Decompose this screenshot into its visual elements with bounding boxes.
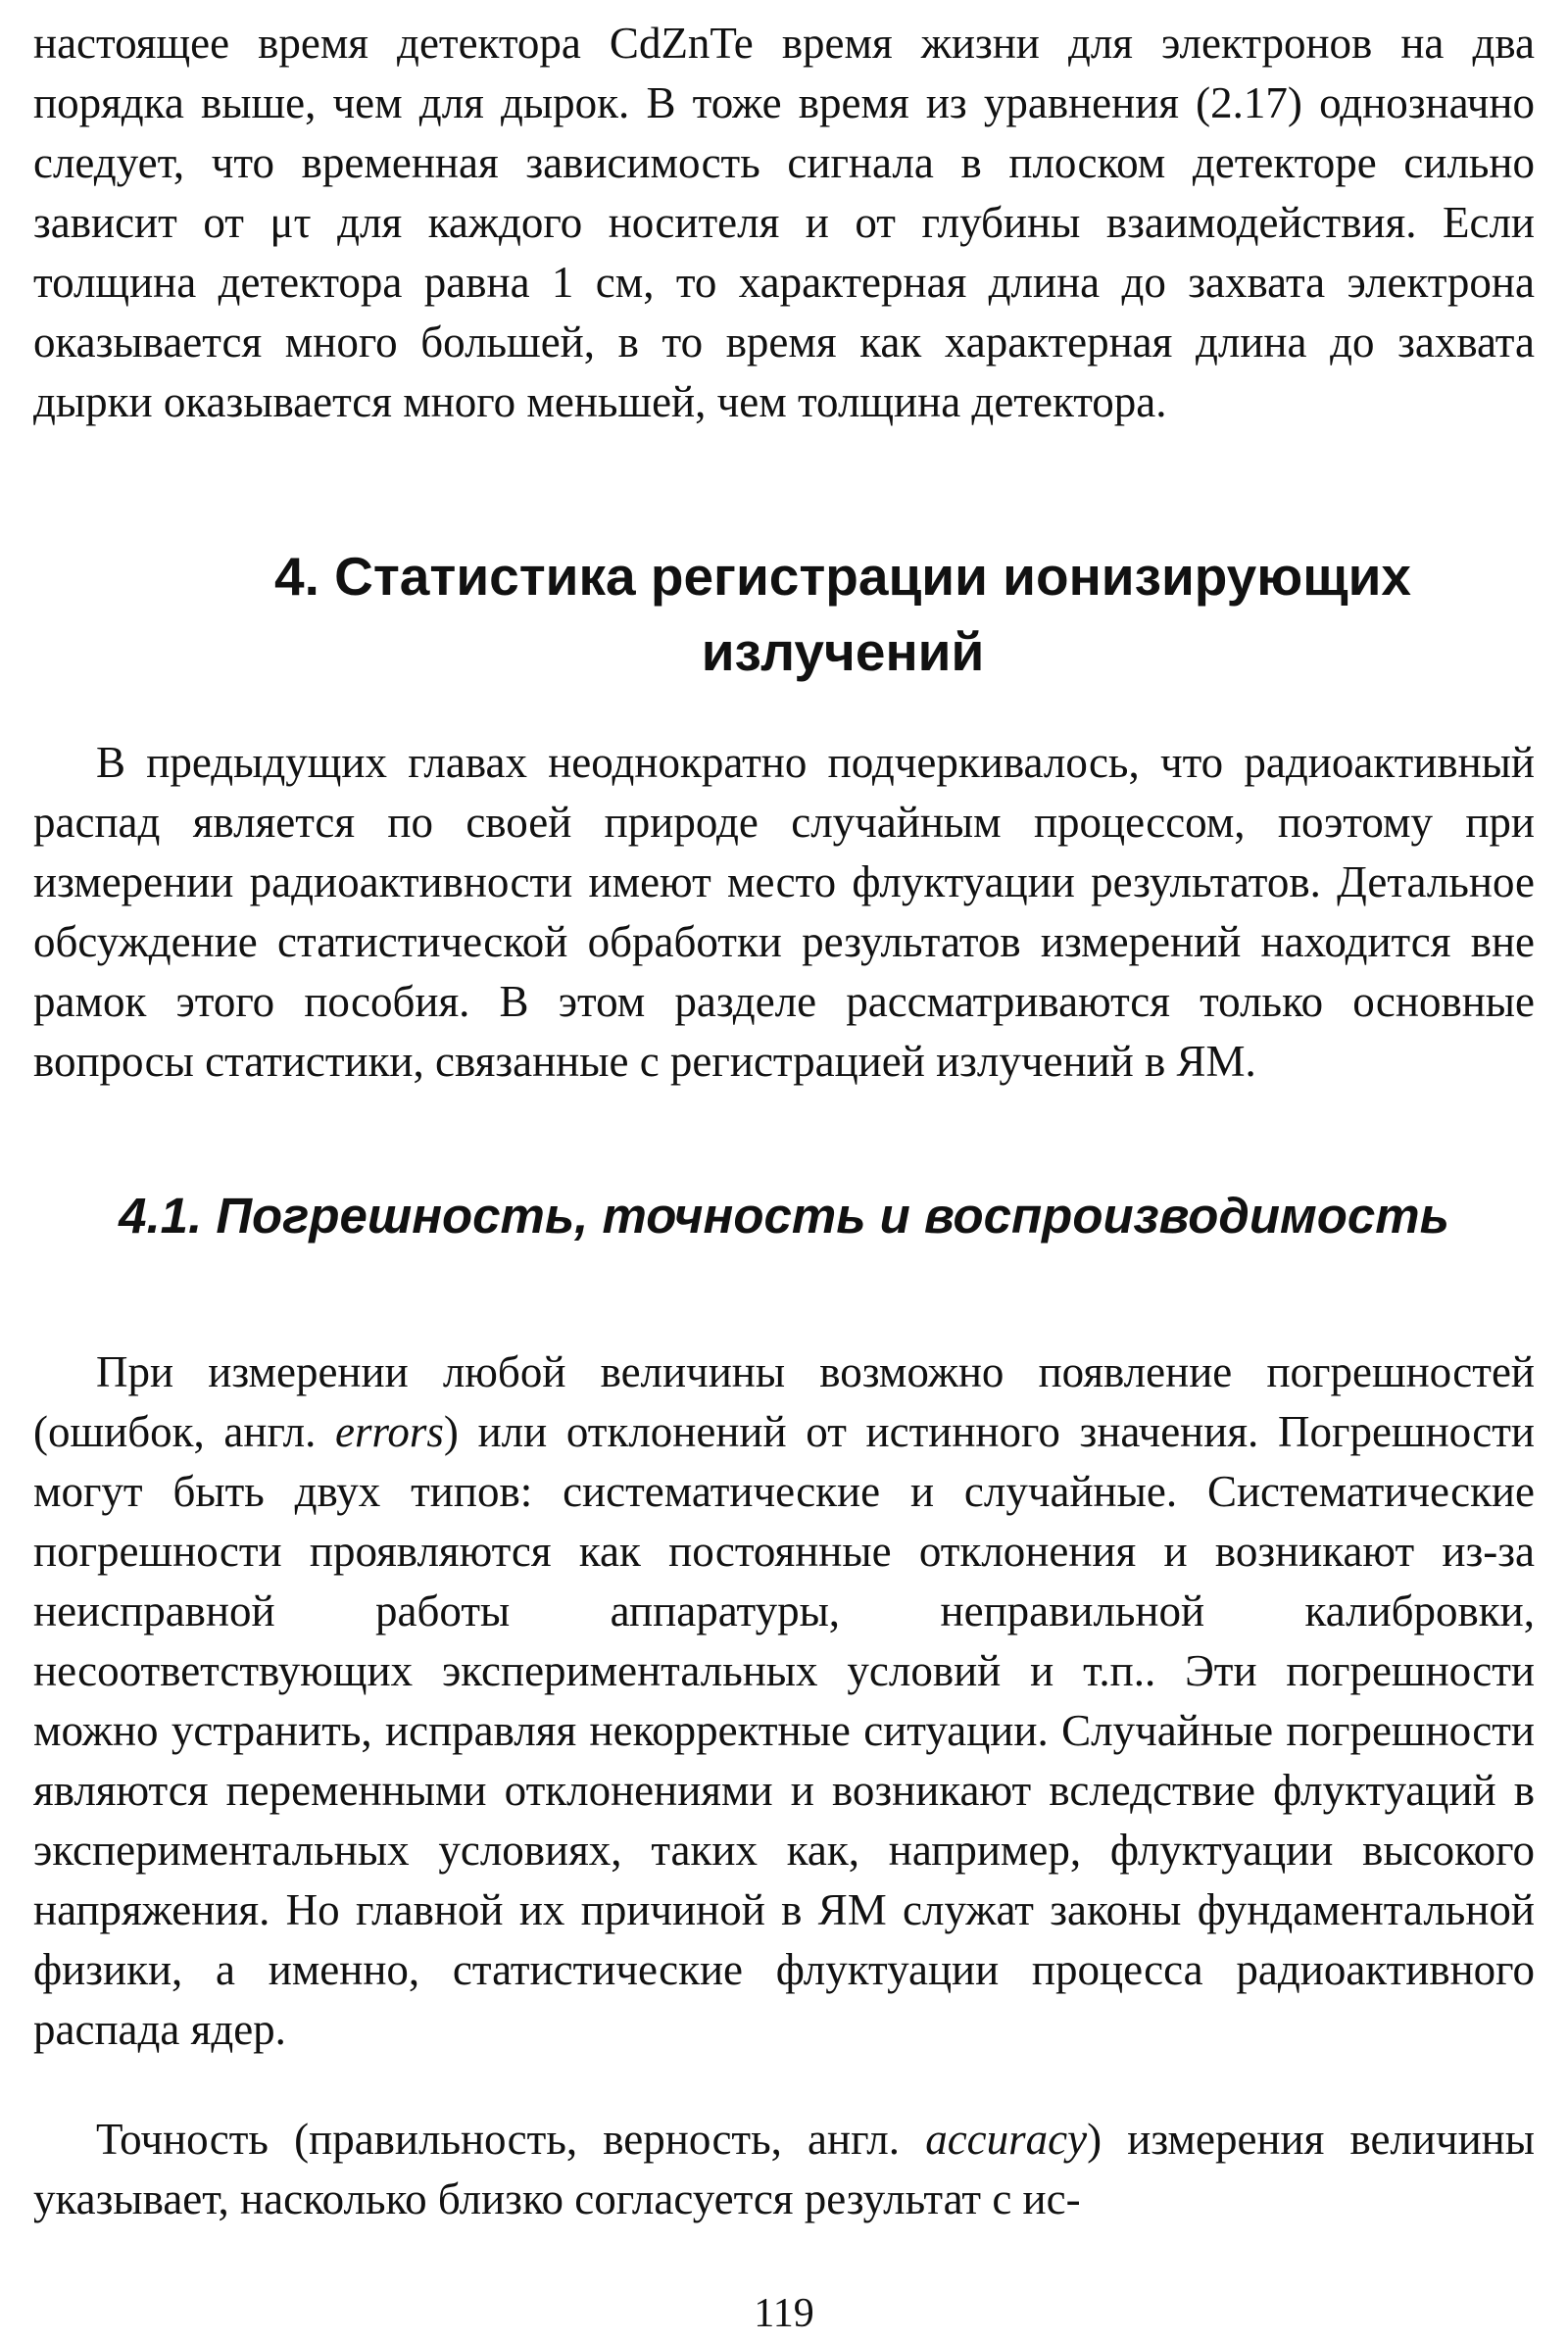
section-paragraph <box>33 1342 1535 2060</box>
page-number: 119 <box>754 2291 814 2336</box>
top-paragraph-block <box>33 14 1535 432</box>
section-paragraph-block <box>33 1342 1535 2060</box>
chapter-intro-paragraph <box>33 733 1535 1092</box>
term-errors: errors <box>335 1407 444 1456</box>
chapter-title: 4. Статистика регистрации ионизирующих излучений <box>273 546 1412 682</box>
chapter-intro-text: В предыдущих главах неоднократно подчеркивалось, что радиоактивный распад является по своей природе случайным процессом, поэтому при измерении радиоактивности имеют место флуктуации результатов. Детальное обсуждение статистической обработки результатов измерений находится вне рамок этого пособия. В этом разделе рассматриваются только основные вопросы статистики, связанные с регистрацией излучений в ЯМ. <box>33 738 1535 1086</box>
section-title: 4.1. Погрешность, точность и воспроизводимость <box>119 1188 1449 1244</box>
accuracy-paragraph-block <box>33 2110 1535 2229</box>
term-accuracy: accuracy <box>925 2115 1088 2164</box>
accuracy-text-start: Точность (правильность, верность, англ. <box>96 2115 926 2164</box>
accuracy-text-end: ) измерения величины указывает, насколько близко согласуется результат с ис- <box>33 2115 1535 2223</box>
section-paragraph-text-start: При измерении любой величины возможно появление погрешностей (ошибок, англ. <box>33 1347 1535 1456</box>
top-paragraph: настоящее время детектора CdZnTe время жизни для электронов на два порядка выше, чем для дырок. В тоже время из уравнения (2.17) однозначно следует, что временная зависимость сигнала в плоском детекторе сильно зависит от μτ для каждого носителя и от глубины взаимодействия. Если толщина детектора равна 1 см, то характерная длина до захвата электрона оказывается много большей, в то время как характерная длина до захвата дырки оказывается много меньшей, чем толщина детектора. <box>33 19 1535 426</box>
accuracy-paragraph <box>33 2110 1535 2229</box>
chapter-intro-block <box>33 733 1535 1092</box>
section-paragraph-text-end: ) или отклонений от истинного значения. Погрешности могут быть двух типов: систематические и случайные. Систематические погрешности проявляются как постоянные отклонения и возникают из-за неисправной работы аппаратуры, неправильной калибровки, несоответствующих экспериментальных условий и т.п.. Эти погрешности можно устранить, исправляя некорректные ситуации. Случайные погрешности являются переменными отклонениями и возникают вследствие флуктуаций в экспериментальных условиях, таких как, например, флуктуации высокого напряжения. Но главной их причиной в ЯМ служат законы фундаментальной физики, а именно, статистические флуктуации процесса радиоактивного распада ядер. <box>33 1407 1535 2054</box>
document-page <box>33 0 1535 2342</box>
